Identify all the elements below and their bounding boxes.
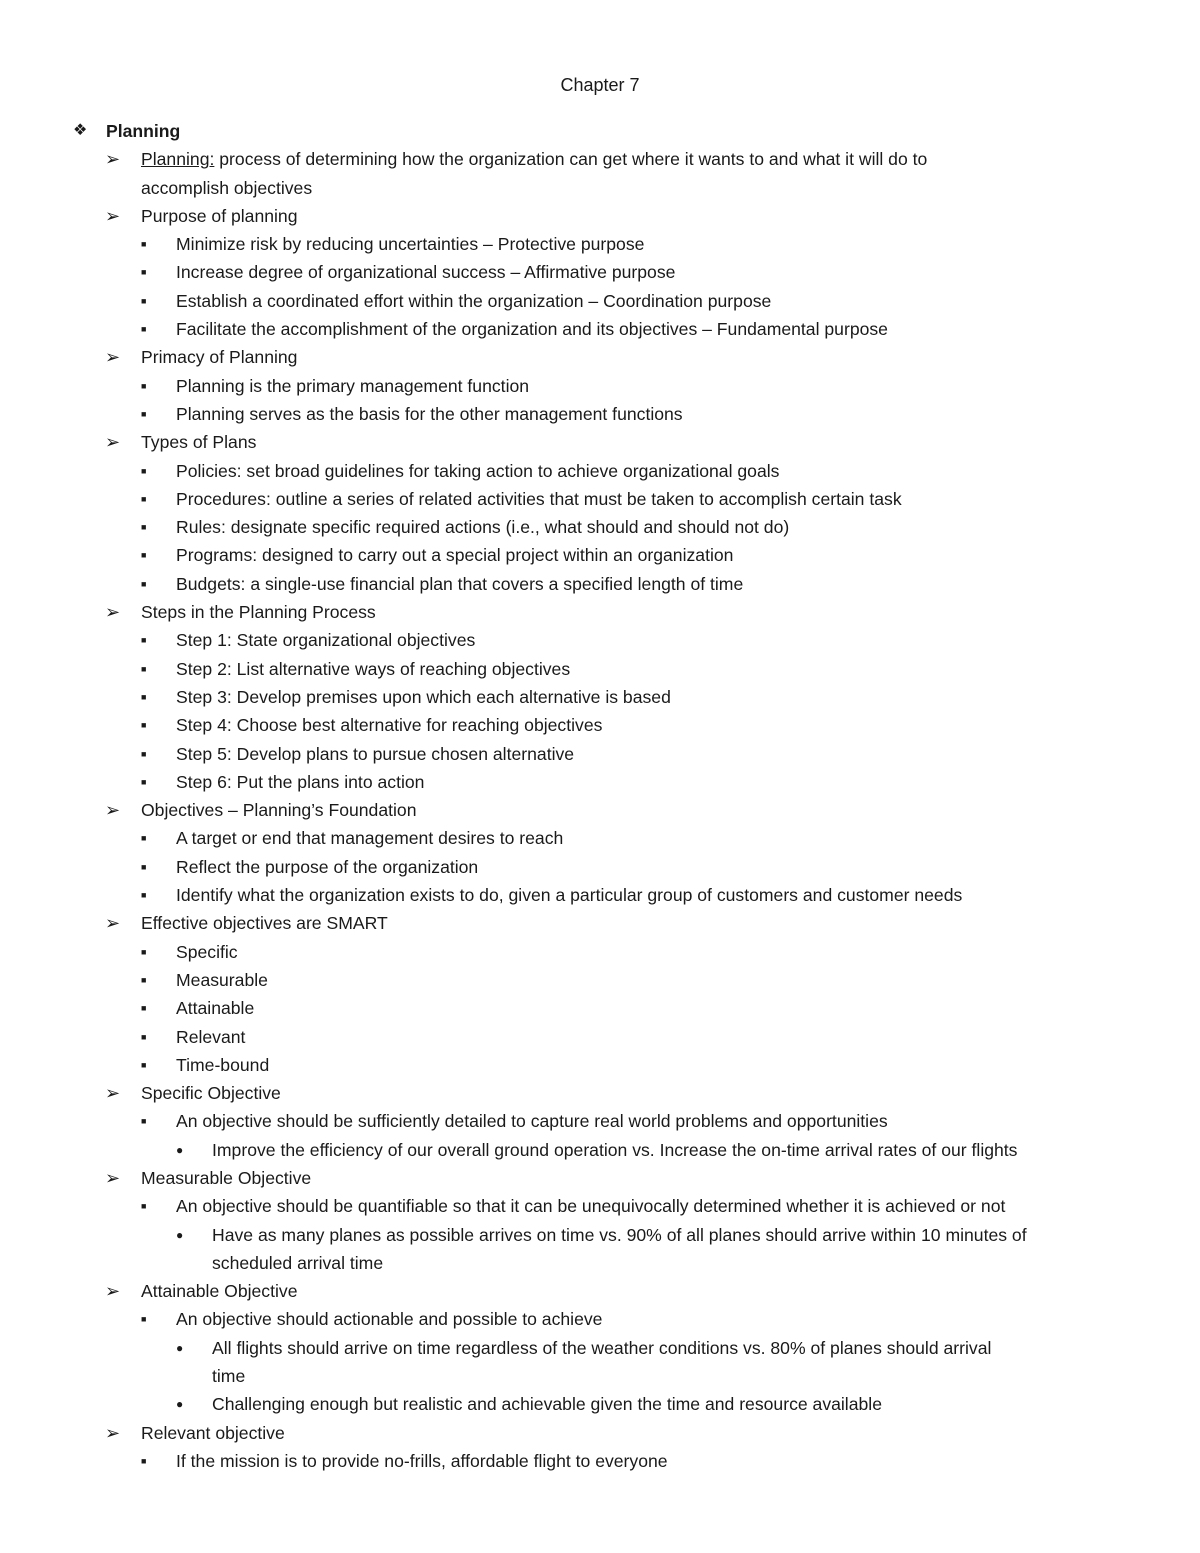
section-heading-row (0, 117, 1200, 145)
square-bullet-icon: ■ (141, 691, 147, 702)
list-item-text: Effective objectives are SMART (141, 913, 388, 934)
list-item (0, 598, 1200, 626)
list-item-text: Specific Objective (141, 1083, 281, 1104)
square-bullet-icon: ■ (141, 974, 147, 985)
list-item-text: Specific (176, 941, 238, 962)
list-item (0, 796, 1200, 824)
list-item (0, 513, 1200, 541)
square-bullet-icon: ■ (141, 408, 147, 419)
square-bullet-icon: ■ (141, 720, 147, 731)
list-item (0, 541, 1200, 569)
list-item-text: Objectives – Planning’s Foundation (141, 800, 417, 821)
square-bullet-icon: ■ (141, 465, 147, 476)
list-item-text: Procedures: outline a series of related activities that must be taken to accomplish certain task (176, 488, 902, 509)
square-bullet-icon: ■ (141, 1201, 147, 1212)
list-item (0, 1334, 1200, 1362)
list-item (0, 1277, 1200, 1305)
arrowhead-bullet-icon: ➢ (105, 1083, 121, 1104)
round-bullet-icon: ● (176, 1397, 184, 1412)
list-item (0, 372, 1200, 400)
list-item-text: Primacy of Planning (141, 347, 298, 368)
page-title: Chapter 7 (560, 75, 640, 95)
list-item-text: Steps in the Planning Process (141, 602, 376, 623)
square-bullet-icon: ■ (141, 776, 147, 787)
list-item-text: Have as many planes as possible arrives on time vs. 90% of all planes should arrive within 10 minutes of (212, 1224, 1027, 1245)
arrowhead-bullet-icon: ➢ (105, 913, 121, 934)
arrowhead-bullet-icon: ➢ (105, 149, 121, 170)
list-item-text: Challenging enough but realistic and achievable given the time and resource available (212, 1394, 882, 1415)
list-item (0, 230, 1200, 258)
list-item (0, 258, 1200, 286)
list-item-text: Time-bound (176, 1054, 270, 1075)
list-item (0, 683, 1200, 711)
list-item (0, 145, 1200, 173)
list-item-text: Reflect the purpose of the organization (176, 856, 479, 877)
arrowhead-bullet-icon: ➢ (105, 602, 121, 623)
list-item-text: Relevant objective (141, 1422, 285, 1443)
list-item (0, 174, 1200, 202)
list-item-text: Planning serves as the basis for the other management functions (176, 403, 683, 424)
list-item-text: A target or end that management desires to reach (176, 828, 564, 849)
list-item-text: Establish a coordinated effort within the organization – Coordination purpose (176, 290, 772, 311)
list-item (0, 966, 1200, 994)
list-item-text: An objective should be sufficiently detailed to capture real world problems and opportunities (176, 1111, 888, 1132)
term-definition: process of determining how the organization can get where it wants to and what it will do to (214, 149, 928, 170)
list-item (0, 1390, 1200, 1418)
arrowhead-bullet-icon: ➢ (105, 800, 121, 821)
list-item-text: Step 5: Develop plans to pursue chosen alternative (176, 743, 575, 764)
list-item (0, 994, 1200, 1022)
list-item-text: Attainable (176, 998, 255, 1019)
list-item (0, 1221, 1200, 1249)
list-item-text: Budgets: a single-use financial plan that covers a specified length of time (176, 573, 744, 594)
list-item-text: Planning is the primary management function (176, 375, 530, 396)
list-item-text: Minimize risk by reducing uncertainties – Protective purpose (176, 234, 645, 255)
round-bullet-icon: ● (176, 1340, 184, 1355)
square-bullet-icon: ■ (141, 324, 147, 335)
arrowhead-bullet-icon: ➢ (105, 1167, 121, 1188)
square-bullet-icon: ■ (141, 748, 147, 759)
arrowhead-bullet-icon: ➢ (105, 205, 121, 226)
list-item-text: Improve the efficiency of our overall ground operation vs. Increase the on-time arrival rates of our flights (212, 1139, 1018, 1160)
list-item-text: Step 2: List alternative ways of reaching objectives (176, 658, 571, 679)
square-bullet-icon: ■ (141, 1116, 147, 1127)
list-item-text: Types of Plans (141, 432, 257, 453)
list-item-text: Measurable Objective (141, 1167, 312, 1188)
list-item-text: scheduled arrival time (212, 1252, 384, 1273)
list-item (0, 400, 1200, 428)
list-item (0, 1079, 1200, 1107)
list-item (0, 655, 1200, 683)
list-item (0, 1305, 1200, 1333)
square-bullet-icon: ■ (141, 493, 147, 504)
list-item (0, 1419, 1200, 1447)
square-bullet-icon: ■ (141, 946, 147, 957)
list-item-text: An objective should actionable and possible to achieve (176, 1309, 603, 1330)
square-bullet-icon: ■ (141, 380, 147, 391)
list-item (0, 315, 1200, 343)
square-bullet-icon: ■ (141, 663, 147, 674)
round-bullet-icon: ● (176, 1142, 184, 1157)
list-item-text: accomplish objectives (141, 177, 313, 198)
list-item (0, 1249, 1200, 1277)
list-item-text: Facilitate the accomplishment of the organization and its objectives – Fundamental purpose (176, 319, 888, 340)
list-item (0, 1107, 1200, 1135)
list-item (0, 343, 1200, 371)
square-bullet-icon: ■ (141, 833, 147, 844)
list-item-text: Step 1: State organizational objectives (176, 630, 476, 651)
square-bullet-icon: ■ (141, 861, 147, 872)
list-item-text: Purpose of planning (141, 205, 298, 226)
list-item (0, 485, 1200, 513)
list-item (0, 1023, 1200, 1051)
round-bullet-icon: ● (176, 1227, 184, 1242)
list-item-text: Attainable Objective (141, 1281, 298, 1302)
section-heading: Planning (106, 121, 181, 141)
list-item-text: Step 3: Develop premises upon which each alternative is based (176, 686, 671, 707)
term-label: Planning: (141, 149, 215, 170)
list-item-text: Rules: designate specific required actions (i.e., what should and should not do) (176, 517, 790, 538)
arrowhead-bullet-icon: ➢ (105, 347, 121, 368)
list-item (0, 428, 1200, 456)
square-bullet-icon: ■ (141, 1003, 147, 1014)
arrowhead-bullet-icon: ➢ (105, 1422, 121, 1443)
list-item (0, 1164, 1200, 1192)
list-item-text (141, 145, 927, 173)
list-item (0, 768, 1200, 796)
list-item-text: If the mission is to provide no-frills, affordable flight to everyone (176, 1450, 668, 1471)
arrowhead-bullet-icon: ➢ (105, 432, 121, 453)
square-bullet-icon: ■ (141, 550, 147, 561)
square-bullet-icon: ■ (141, 890, 147, 901)
list-item (0, 740, 1200, 768)
diamond-bullet-icon: ❖ (73, 122, 88, 139)
square-bullet-icon: ■ (141, 1314, 147, 1325)
list-item-text: All flights should arrive on time regardless of the weather conditions vs. 80% of planes should arrival (212, 1337, 992, 1358)
list-item-text: An objective should be quantifiable so that it can be unequivocally determined whether it is achieved or not (176, 1196, 1006, 1217)
square-bullet-icon: ■ (141, 1059, 147, 1070)
list-item (0, 1136, 1200, 1164)
square-bullet-icon: ■ (141, 1455, 147, 1466)
list-item-text: Policies: set broad guidelines for taking action to achieve organizational goals (176, 460, 780, 481)
square-bullet-icon: ■ (141, 1031, 147, 1042)
list-item (0, 824, 1200, 852)
list-item (0, 1192, 1200, 1220)
list-item (0, 853, 1200, 881)
list-item-text: Programs: designed to carry out a special project within an organization (176, 545, 734, 566)
square-bullet-icon: ■ (141, 267, 147, 278)
list-item (0, 202, 1200, 230)
list-item (0, 457, 1200, 485)
list-item (0, 711, 1200, 739)
square-bullet-icon: ■ (141, 295, 147, 306)
list-item-text: Increase degree of organizational success – Affirmative purpose (176, 262, 676, 283)
list-item-text: Measurable (176, 969, 268, 990)
list-item-text: time (212, 1366, 246, 1387)
square-bullet-icon: ■ (141, 239, 147, 250)
square-bullet-icon: ■ (141, 635, 147, 646)
list-item-text: Step 4: Choose best alternative for reaching objectives (176, 715, 603, 736)
list-item (0, 938, 1200, 966)
outline (0, 117, 1200, 1475)
list-item (0, 570, 1200, 598)
list-item-text: Relevant (176, 1026, 246, 1047)
list-item (0, 1051, 1200, 1079)
list-item (0, 287, 1200, 315)
list-item (0, 1362, 1200, 1390)
list-item (0, 909, 1200, 937)
arrowhead-bullet-icon: ➢ (105, 1281, 121, 1302)
list-item-text: Identify what the organization exists to do, given a particular group of customers and customer needs (176, 885, 963, 906)
list-item (0, 626, 1200, 654)
square-bullet-icon: ■ (141, 522, 147, 533)
list-item-text: Step 6: Put the plans into action (176, 771, 425, 792)
list-item (0, 881, 1200, 909)
square-bullet-icon: ■ (141, 578, 147, 589)
list-item (0, 1447, 1200, 1475)
